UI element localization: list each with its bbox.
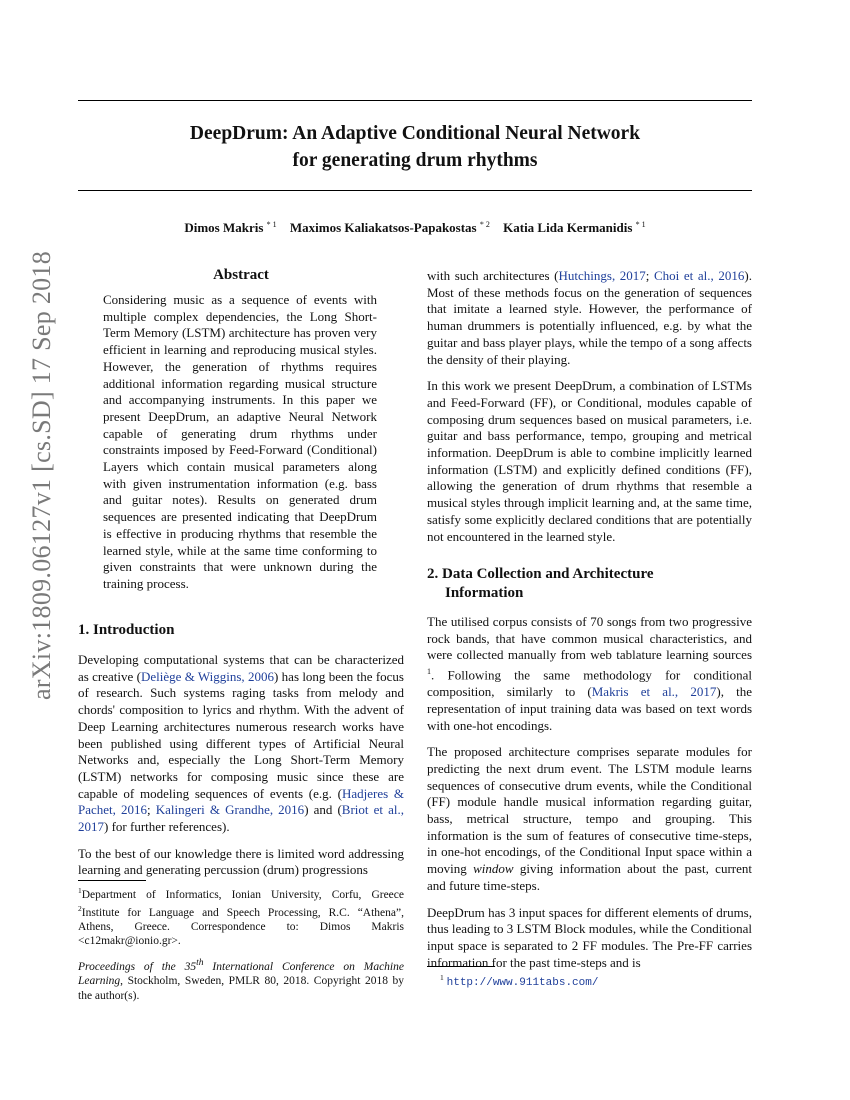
text-run: ) has long been the focus of research. Such systems raging tasks from melody and chords' composition to lyrics and rhythm. With the advent of Deep Learning architectures numerous research works have been published using different types of Artificial Neural Networks and, especially the Long Short-Term Memory (LSTM) networks for composing music since these are capable of modeling sequences of events (e.g. ( (78, 668, 404, 801)
footnote-mark: 1 (78, 886, 82, 895)
text-run: . Following the same methodology for conditional composition, similarly to ( (427, 667, 752, 700)
footnote-url-link[interactable]: http://www.911tabs.com/ (446, 976, 599, 989)
citation-link[interactable]: Hutchings, 2017 (558, 268, 646, 283)
intro-paragraph-2: To the best of our knowledge there is limited word addressing learning and generating percussion (drum) progressions (78, 845, 404, 878)
citation-link[interactable]: Makris et al., 2017 (591, 684, 717, 700)
footnote-mark[interactable]: 1 (427, 667, 431, 677)
text-run: ; (645, 268, 655, 283)
citation-link[interactable]: Briot et al., 2017 (78, 802, 404, 835)
heading-line: 2. Data Collection and Architecture (427, 566, 654, 582)
right-paragraph-2: In this work we present DeepDrum, a combination of LSTMs and Feed-Forward (FF), or Conditional, modules capable of composing drum sequences based on musical parameters, i.e. guitar and bass performance, tempo, grouping and metrical information. DeepDrum is able to combine implicitly learned information (LSTM) and explicitly defined conditions (FF), allowing the generation of drum rhythms that resemble a musical styles through implicit learning and, at the same time, satisfy some explicitly declared conditions that are potentially not encountered in the learned style. (427, 378, 752, 544)
title-bottom-rule (78, 190, 752, 191)
text-run: International Conference on Machine Learning (78, 960, 404, 988)
right-paragraph-1 (427, 268, 752, 368)
heading-line: Information (445, 585, 524, 601)
citation-link[interactable]: Deliège & Wiggins, 2006 (140, 668, 275, 684)
author-name: Dimos Makris (184, 220, 264, 235)
intro-paragraph-1 (78, 652, 404, 836)
text-run: Institute for Language and Speech Processing, R.C. “Athena”, Athens, Greece. Correspondence to: Dimos Makris <c12makr@ionio.gr>. (78, 906, 404, 947)
text-run: Proceedings of the 35 (78, 960, 197, 973)
url-footnote (440, 971, 752, 990)
text-run: with such architectures ( (427, 268, 559, 283)
abstract-text: Considering music as a sequence of events with multiple complex dependencies, the Long Short-Term Memory (LSTM) architecture has proven very efficient in learning and reproducing musical styles. However, the generation of rhythms requires additional information regarding musical structure and accompanying instruments. In this paper we present DeepDrum, an adaptive Neural Network capable of generating drum rhythms under constraints imposed by Feed-Forward (Conditional) Layers which contain musical parameters along with given instrumentation information (e.g. bass and guitar notes). Results on generated drum sequences are presented indicating that DeepDrum is effective in producing rhythms that resemble the learned style, while at the same time conforming to given constraints that were unknown during the training process. (103, 292, 377, 591)
footnote-rule (427, 966, 495, 967)
section-heading-data-collection (427, 565, 654, 603)
section-heading-introduction: 1. Introduction (78, 622, 175, 638)
paper-title (78, 120, 752, 174)
text-run: ) and ( (304, 802, 342, 818)
title-top-rule (78, 100, 752, 101)
author-name: Katia Lida Kermanidis (503, 220, 633, 235)
left-column-body (78, 652, 404, 889)
affiliation-footnote (78, 884, 404, 948)
proceedings-note (78, 956, 404, 1003)
citation-link[interactable]: Hadjeres & Pachet, 2016 (78, 785, 404, 818)
right-column-top (427, 268, 752, 555)
text-run: giving information about the past, current and future time-steps. (427, 861, 752, 893)
text-run: ; (147, 802, 156, 818)
title-line-1: DeepDrum: An Adaptive Conditional Neural Network (189, 123, 641, 144)
author-name: Maximos Kaliakatsos-Papakostas (289, 220, 477, 235)
author-affiliation: * 2 (479, 220, 490, 229)
citation-link[interactable]: Kalingeri & Grandhe, 2016 (155, 802, 305, 818)
footnote-mark: 2 (78, 903, 82, 913)
right-paragraph-5: DeepDrum has 3 input spaces for different elements of drums, thus leading to 3 LSTM Block modules, while the Conditional input space is separated to 2 FF modules. The Pre-FF carries information for the past time-steps and is (427, 904, 752, 970)
text-run: window (473, 861, 514, 877)
text-run: th (196, 957, 204, 968)
right-column-bottom (427, 614, 752, 981)
citation-link[interactable]: Choi et al., 2016 (654, 268, 745, 283)
text-run: , Stockholm, Sweden, PMLR 80, 2018. Copyright 2018 by the author(s). (78, 975, 404, 1002)
footnote-mark: 1 (440, 973, 444, 982)
text-run: ) for further references). (104, 819, 230, 835)
text-run: Developing computational systems that can be characterized as creative ( (78, 652, 404, 684)
text-run: The utilised corpus consists of 70 songs from two progressive rock bands, that have common musical characteristics, and were collected manually from web tablature learning sources (427, 614, 752, 663)
abstract-heading: Abstract (213, 267, 269, 283)
text-run: Department of Informatics, Ionian University, Corfu, Greece (81, 888, 404, 901)
text-run: ), the representation of input training data was based on text words with one-hot encodings. (427, 684, 753, 733)
author-affiliation: * 1 (266, 220, 277, 229)
text-run: ). Most of these methods focus on the generation of sequences that imitate a learned style. However, the performance of human drummers is potentially influenced, e.g. by what the guitar and bass player plays, while the tempo of a song affects the density of their playing. (427, 268, 752, 367)
right-paragraph-3 (427, 614, 752, 734)
author-affiliation: * 1 (635, 220, 646, 229)
author-list (78, 220, 752, 236)
text-run: The proposed architecture comprises separate modules for predicting the next drum event. The LSTM module learns sequences of consecutive drum events, while the Conditional (FF) module handle musical information regarding guitar, bass, metrical structure, tempo and grouping. This information is the sum of features of consecutive time-steps, in one-hot encodings, of the Conditional Input space within a moving (427, 744, 752, 877)
arxiv-stamp: arXiv:1809.06127v1 [cs.SD] 17 Sep 2018 (27, 250, 56, 700)
footnote-rule (78, 880, 146, 881)
title-line-2: for generating drum rhythms (292, 150, 538, 171)
right-paragraph-4 (427, 744, 752, 894)
